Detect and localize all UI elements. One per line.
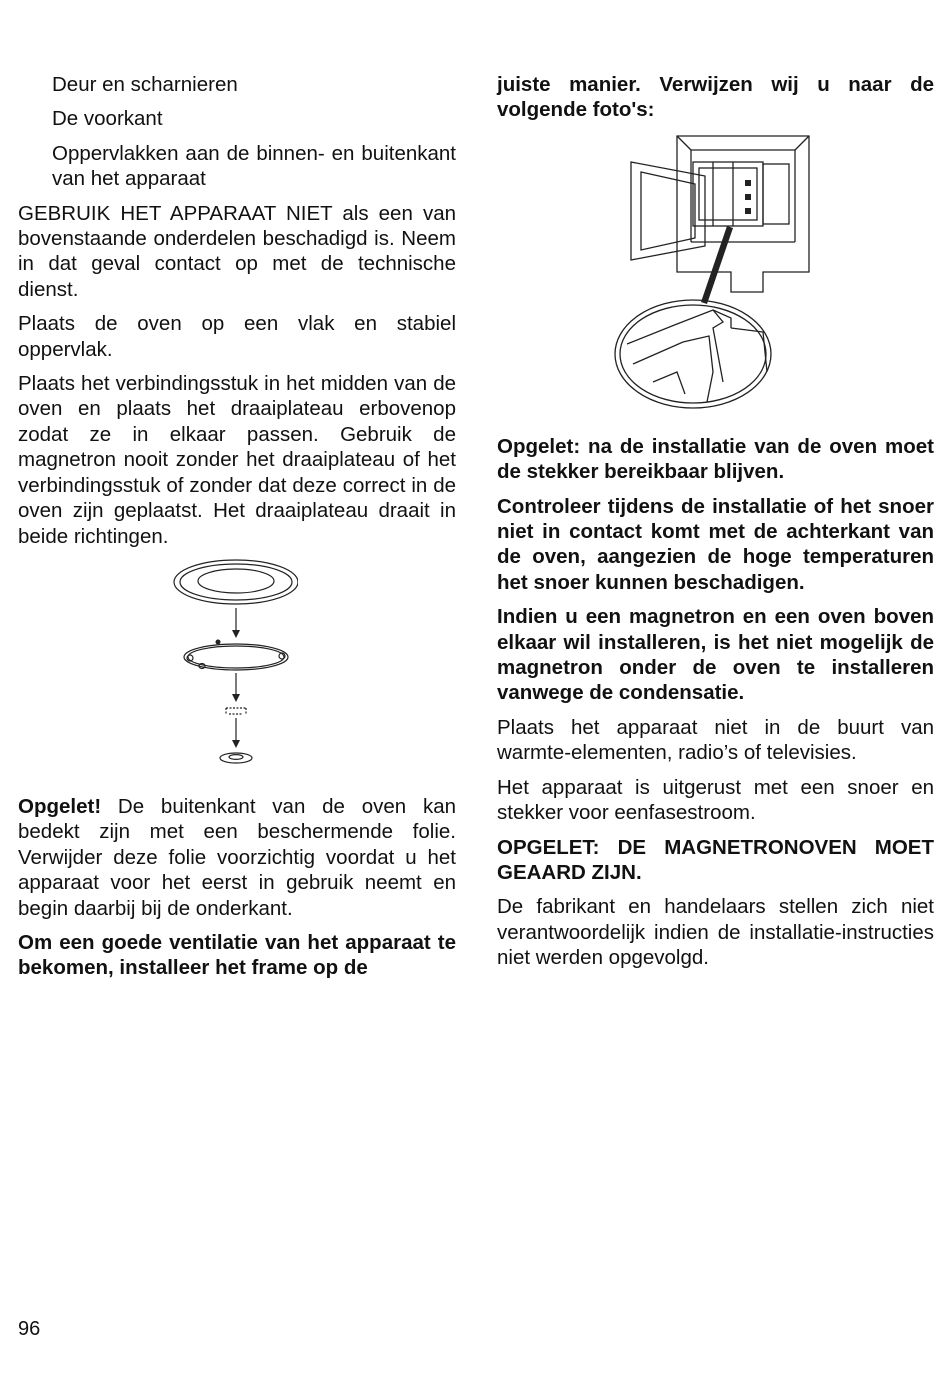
warning-lead: Opgelet! [18,794,102,818]
paragraph-ventilation-continued: juiste manier. Verwijzen wij u naar de volgende foto's: [497,73,934,122]
paragraph-heat-sources: Plaats het apparaat niet in de buurt van warmte-elementen, radio’s of televisies. [497,715,934,765]
right-column [497,72,934,980]
warning-body: De buitenkant van de oven kan bedekt zijn met een beschermende folie. Verwijder deze folie voorzichtig voordat u het apparaat voor het eerst in gebruik neemt en begin daarbij bij de onderkant. [18,794,456,920]
paragraph-damaged: GEBRUIK HET APPARAAT NIET als een van bovenstaande onderdelen beschadigd is. Neem in dat geval contact op met de technische dienst. [18,201,456,301]
page-number: 96 [18,1318,41,1340]
list-item: Deur en scharnieren [52,73,238,96]
paragraph-ventilation: Om een goede ventilatie van het apparaat te bekomen, installeer het frame op de [18,930,456,980]
list-item: De voorkant [52,107,163,131]
paragraph-turntable: Plaats het verbindingsstuk in het midden van de oven en plaats het draaiplateau erbovenop zodat ze in elkaar passen. Gebruik de magnetron nooit zonder het draaiplateau of het verbindingsstuk of zonder dat deze correct in de oven zijn geplaatst. Het draaiplateau draait in beide richtingen. [18,372,456,548]
paragraph-warning-folie [18,794,456,921]
left-column [18,72,456,990]
paragraph-power: Het apparaat is uitgerust met een snoer en stekker voor eenfasestroom. [497,775,934,825]
paragraph-cord: Controleer tijdens de installatie of het snoer niet in contact komt met de achterkant van de oven, aangezien de hoge temperaturen het snoer kunnen beschadigen. [497,494,934,594]
frame-installation-illustration [613,132,813,416]
turntable-assembly-illustration [168,558,298,768]
list-item: Oppervlakken aan de binnen- en buitenkant van het apparaat [52,141,456,191]
paragraph-liability: De fabrikant en handelaars stellen zich niet verantwoordelijk indien de installatie-instructies niet werden opgevolgd. [497,895,934,970]
paragraph-flat-surface: Plaats de oven op een vlak en stabiel oppervlak. [18,312,456,361]
paragraph-plug-access: Opgelet: na de installatie van de oven moet de stekker bereikbaar blijven. [497,434,934,484]
paragraph-grounding: OPGELET: DE MAGNETRONOVEN MOET GEAARD ZIJN. [497,835,934,884]
paragraph-stacking: Indien u een magnetron en een oven boven elkaar wil installeren, is het niet mogelijk de magnetron onder de oven te installeren vanwege de condensatie. [497,605,934,705]
